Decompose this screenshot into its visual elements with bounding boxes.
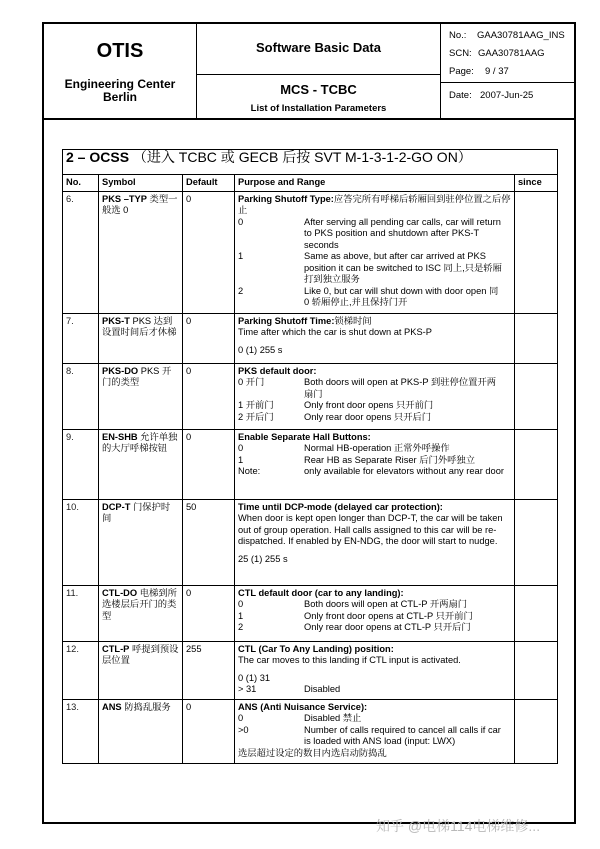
symbol-note: PKS 达到设置时间后才休梯	[102, 315, 177, 337]
purpose-title-en: Parking Shutoff Time:	[238, 315, 335, 326]
table-row	[63, 585, 558, 641]
row-symbol	[99, 699, 183, 763]
purpose-range: 0 (1) 255 s	[238, 344, 283, 355]
product-name: MCS - TCBC	[280, 82, 357, 97]
symbol-code: CTL-DO	[102, 587, 138, 598]
symbol-code: PKS-DO	[102, 365, 139, 376]
option-desc: Like 0, but car will shut down with door open 同 0 轿厢停止,并且保持门开	[304, 285, 499, 307]
option-desc: Normal HB-operation 正常外呼操作	[304, 443, 450, 453]
meta-cell	[441, 24, 574, 118]
row-number: 11.	[63, 585, 99, 641]
table-row	[63, 499, 558, 585]
purpose-title	[238, 194, 511, 217]
option-desc: Both doors will open at CTL-P 开两扇门	[304, 599, 468, 609]
title-cell	[197, 24, 441, 118]
option-key: > 31	[238, 684, 257, 694]
option-desc: Only front door opens 只开前门	[304, 400, 434, 410]
row-number: 8.	[63, 363, 99, 429]
purpose-title	[238, 316, 511, 328]
purpose-text: When door is kept open longer than DCP-T, the car will be taken out of group operation. Hall calls assigned to this car will be re-dispatched. If enabled by EN-NDG, the door will start to nudge.	[238, 513, 503, 546]
row-symbol	[99, 191, 183, 313]
section-title: 2 – OCSS （进入 TCBC 或 GECB 后按 SVT M-1-3-1-2-GO ON）	[63, 150, 558, 175]
symbol-note: 允许单独的大厅呼梯按钮	[102, 431, 178, 453]
purpose-title-en: Parking Shutoff Type:	[238, 193, 334, 204]
row-number: 12.	[63, 641, 99, 699]
row-number: 7.	[63, 313, 99, 363]
table-row	[63, 641, 558, 699]
option-key: 2	[238, 285, 244, 296]
row-since	[515, 585, 558, 641]
meta-no: No.: GAA30781AAG_INS	[449, 30, 565, 41]
option-desc: Only front door opens at CTL-P 只开前门	[304, 610, 473, 621]
purpose-title-en: CTL (Car To Any Landing) position:	[238, 643, 394, 654]
row-number: 13.	[63, 699, 99, 763]
row-since	[515, 699, 558, 763]
table-body	[63, 191, 558, 763]
purpose-title-cn: 应答完所有呼梯后轿厢回到驻停位置之后停止	[238, 193, 511, 215]
purpose-title	[238, 588, 511, 600]
symbol-note: 防捣乱服务	[124, 701, 171, 712]
row-number: 6.	[63, 191, 99, 313]
option-desc: Only rear door opens 只开后门	[304, 411, 432, 422]
parameters-table	[62, 149, 558, 764]
watermark: 知乎 @电梯114电梯维修...	[376, 818, 541, 834]
option-key: 0	[238, 216, 244, 227]
option-line	[238, 412, 511, 424]
row-number: 9.	[63, 429, 99, 499]
col-since: since	[515, 175, 558, 192]
purpose-title	[238, 366, 511, 378]
table-header-row	[63, 175, 558, 192]
center-line-1: Engineering Center	[64, 77, 176, 91]
purpose-title	[238, 432, 511, 444]
row-symbol	[99, 641, 183, 699]
option-key: 0	[238, 443, 244, 453]
center-line-2: Berlin	[102, 90, 137, 104]
option-line	[238, 599, 511, 611]
table-row	[63, 313, 558, 363]
option-key: 2 开后门	[238, 411, 274, 422]
option-key: 0	[238, 713, 244, 723]
document-header	[42, 22, 576, 120]
row-default: 50	[183, 499, 235, 585]
table-row	[63, 699, 558, 763]
symbol-code: PKS –TYP	[102, 193, 147, 204]
option-key: >0	[238, 724, 249, 735]
row-purpose	[235, 429, 515, 499]
row-default: 255	[183, 641, 235, 699]
option-key: 1	[238, 454, 244, 465]
meta-page: Page: 9 / 37	[449, 66, 509, 77]
symbol-note: 电梯到所选楼层后开门的类型	[102, 587, 177, 621]
row-symbol	[99, 313, 183, 363]
table-row	[63, 191, 558, 313]
row-purpose	[235, 363, 515, 429]
option-line	[238, 286, 511, 309]
row-purpose	[235, 699, 515, 763]
row-purpose	[235, 641, 515, 699]
purpose-text: The car moves to this landing if CTL input is activated.	[238, 655, 461, 665]
row-purpose	[235, 191, 515, 313]
doc-title: Software Basic Data	[256, 40, 381, 55]
symbol-code: ANS	[102, 701, 122, 712]
option-line	[238, 251, 511, 286]
option-desc: Same as above, but after car arrived at PKS position it can be switched to ISC 同上,只是轿厢打到独立服务	[304, 251, 502, 284]
table-row	[63, 363, 558, 429]
option-desc: Both doors will open at PKS-P 到驻停位置开两扇门	[304, 377, 497, 399]
row-default: 0	[183, 585, 235, 641]
option-line	[238, 611, 511, 623]
option-key: 2	[238, 622, 244, 632]
row-since	[515, 363, 558, 429]
meta-date: Date: 2007-Jun-25	[449, 90, 534, 101]
option-desc: After serving all pending car calls, car will return to PKS position and shutdown after PKS-T seconds	[304, 216, 501, 250]
option-line	[238, 455, 511, 467]
company-logo-text: OTIS	[96, 40, 144, 62]
option-key: 0 开门	[238, 377, 265, 387]
option-line	[238, 217, 511, 252]
row-number: 10.	[63, 499, 99, 585]
row-since	[515, 191, 558, 313]
purpose-title-en: CTL default door (car to any landing):	[238, 587, 404, 598]
row-default: 0	[183, 429, 235, 499]
purpose-range: 0 (1) 31	[238, 672, 271, 683]
option-line	[238, 400, 511, 412]
row-default: 0	[183, 363, 235, 429]
option-line	[238, 466, 511, 478]
symbol-code: DCP-T	[102, 501, 131, 512]
row-since	[515, 313, 558, 363]
purpose-title-en: Enable Separate Hall Buttons:	[238, 431, 371, 442]
purpose-footer: 选层超过设定的数目内选启动防捣乱	[238, 747, 387, 758]
option-desc: Number of calls required to cancel all calls if car is loaded with ANS load (input: LWX)	[304, 724, 501, 746]
col-no: No.	[63, 175, 99, 192]
symbol-code: PKS-T	[102, 315, 130, 326]
symbol-code: CTL-P	[102, 643, 130, 654]
row-symbol	[99, 499, 183, 585]
purpose-range: 25 (1) 255 s	[238, 553, 288, 564]
col-default: Default	[183, 175, 235, 192]
option-line	[238, 725, 511, 748]
row-purpose	[235, 585, 515, 641]
option-key: 1 开前门	[238, 400, 274, 410]
row-purpose	[235, 313, 515, 363]
option-line	[238, 443, 511, 455]
option-key: Note:	[238, 466, 261, 476]
option-desc: Only rear door opens at CTL-P 只开后门	[304, 622, 471, 632]
col-symbol: Symbol	[99, 175, 183, 192]
purpose-title	[238, 644, 511, 656]
option-line	[238, 622, 511, 634]
row-symbol	[99, 429, 183, 499]
option-desc: Disabled	[304, 684, 341, 694]
symbol-note: 门保护时间	[102, 501, 171, 523]
symbol-note: 类型一般选 0	[102, 193, 178, 215]
purpose-text: Time after which the car is shut down at PKS-P	[238, 327, 432, 337]
purpose-title-en: PKS default door:	[238, 365, 317, 376]
option-line	[238, 713, 511, 725]
option-desc: Rear HB as Separate Riser 后门外呼独立	[304, 454, 476, 465]
purpose-title	[238, 502, 511, 514]
meta-scn: SCN: GAA30781AAG	[449, 48, 545, 59]
engineering-center	[44, 78, 196, 104]
purpose-title-en: Time until DCP-mode (delayed car protection):	[238, 501, 443, 512]
row-symbol	[99, 363, 183, 429]
row-default: 0	[183, 313, 235, 363]
row-default: 0	[183, 699, 235, 763]
col-purpose: Purpose and Range	[235, 175, 515, 192]
symbol-note: PKS 开门的类型	[102, 365, 172, 387]
symbol-code: EN-SHB	[102, 431, 138, 442]
symbol-note: 呼提到预设层位置	[102, 643, 179, 665]
company-cell	[44, 24, 197, 118]
table-row	[63, 429, 558, 499]
purpose-title-en: ANS (Anti Nuisance Service):	[238, 701, 368, 712]
option-key: 1	[238, 251, 244, 261]
option-line	[238, 684, 511, 696]
option-key: 1	[238, 610, 244, 621]
row-default: 0	[183, 191, 235, 313]
option-key: 0	[238, 599, 244, 609]
row-purpose	[235, 499, 515, 585]
option-desc: Disabled 禁止	[304, 713, 362, 723]
option-line	[238, 377, 511, 400]
option-desc: only available for elevators without any rear door	[304, 466, 504, 476]
purpose-title	[238, 702, 511, 714]
row-symbol	[99, 585, 183, 641]
row-since	[515, 499, 558, 585]
purpose-title-cn: 锁梯时间	[334, 315, 372, 326]
section-title-row	[63, 150, 558, 175]
row-since	[515, 429, 558, 499]
row-since	[515, 641, 558, 699]
doc-subtitle: List of Installation Parameters	[250, 103, 387, 114]
